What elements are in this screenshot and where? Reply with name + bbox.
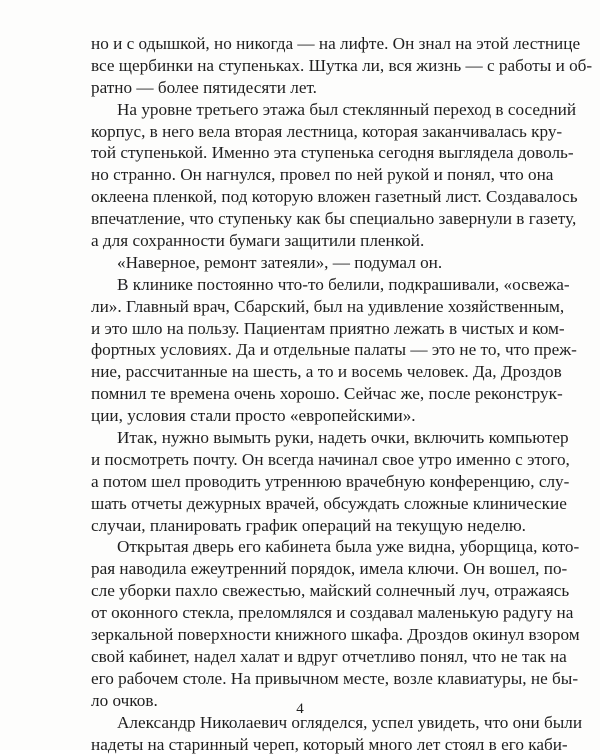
text-line: зеркальной поверхности книжного шкафа. Дроздов окинул взором	[91, 624, 521, 646]
text-line: сле уборки пахло свежестью, майский солнечный луч, отражаясь	[91, 580, 521, 602]
text-line: а для сохранности бумаги защитили пленкой.	[91, 230, 521, 252]
paragraph	[91, 33, 521, 99]
text-line: Александр Николаевич огляделся, успел увидеть, что они были	[91, 712, 521, 734]
text-line: В клинике постоянно что-то белили, подкрашивали, «освежа-	[91, 274, 521, 296]
text-line: а потом шел проводить утреннюю врачебную конференцию, слу-	[91, 471, 521, 493]
body-text	[91, 33, 521, 755]
paragraph	[91, 99, 521, 252]
text-line: «Наверное, ремонт затеяли», — подумал он.	[91, 252, 521, 274]
text-line: той ступенькой. Именно эта ступенька сегодня выглядела доволь-	[91, 142, 521, 164]
text-line: его рабочем столе. На привычном месте, возле клавиатуры, не бы-	[91, 668, 521, 690]
paragraph	[91, 712, 521, 755]
text-line: ции, условия стали просто «европейскими».	[91, 405, 521, 427]
text-line: и посмотреть почту. Он всегда начинал свое утро именно с этого,	[91, 449, 521, 471]
text-line: но и с одышкой, но никогда — на лифте. Он знал на этой лестнице	[91, 33, 521, 55]
text-line: надеты на старинный череп, который много лет стоял в его каби-	[91, 734, 521, 755]
paragraph	[91, 427, 521, 536]
text-line: ние, рассчитанные на шесть, а то и восемь человек. Да, Дроздов	[91, 361, 521, 383]
text-line: На уровне третьего этажа был стеклянный переход в соседний	[91, 99, 521, 121]
text-line: корпус, в него вела вторая лестница, которая заканчивалась кру-	[91, 121, 521, 143]
paragraph	[91, 536, 521, 711]
page-number: 4	[0, 700, 600, 718]
text-line: свой кабинет, надел халат и вдруг отчетливо понял, что не так на	[91, 646, 521, 668]
text-line: шать отчеты дежурных врачей, обсуждать сложные клинические	[91, 493, 521, 515]
text-line: впечатление, что ступеньку как бы специально завернули в газету,	[91, 208, 521, 230]
text-line: рая наводила ежеутренний порядок, имела ключи. Он вошел, по-	[91, 558, 521, 580]
text-line: Итак, нужно вымыть руки, надеть очки, включить компьютер	[91, 427, 521, 449]
text-line: случаи, планировать график операций на текущую неделю.	[91, 515, 521, 537]
text-line: ратно — более пятидесяти лет.	[91, 77, 521, 99]
text-line: Открытая дверь его кабинета была уже видна, уборщица, кото-	[91, 536, 521, 558]
text-line: и это шло на пользу. Пациентам приятно лежать в чистых и ком-	[91, 318, 521, 340]
text-line: от оконного стекла, преломлялся и создавал маленькую радугу на	[91, 602, 521, 624]
text-line: помнил те времена очень хорошо. Сейчас же, после реконструк-	[91, 383, 521, 405]
text-line: фортных условиях. Да и отдельные палаты — это не то, что преж-	[91, 339, 521, 361]
text-line: оклеена пленкой, под которую вложен газетный лист. Создавалось	[91, 186, 521, 208]
paragraph	[91, 252, 521, 274]
text-line: ло очков.	[91, 690, 521, 712]
text-line: но странно. Он нагнулся, провел по ней рукой и понял, что она	[91, 164, 521, 186]
paragraph	[91, 274, 521, 427]
text-line: все щербинки на ступеньках. Шутка ли, вся жизнь — с работы и об-	[91, 55, 521, 77]
text-line: ли». Главный врач, Сбарский, был на удивление хозяйственным,	[91, 296, 521, 318]
